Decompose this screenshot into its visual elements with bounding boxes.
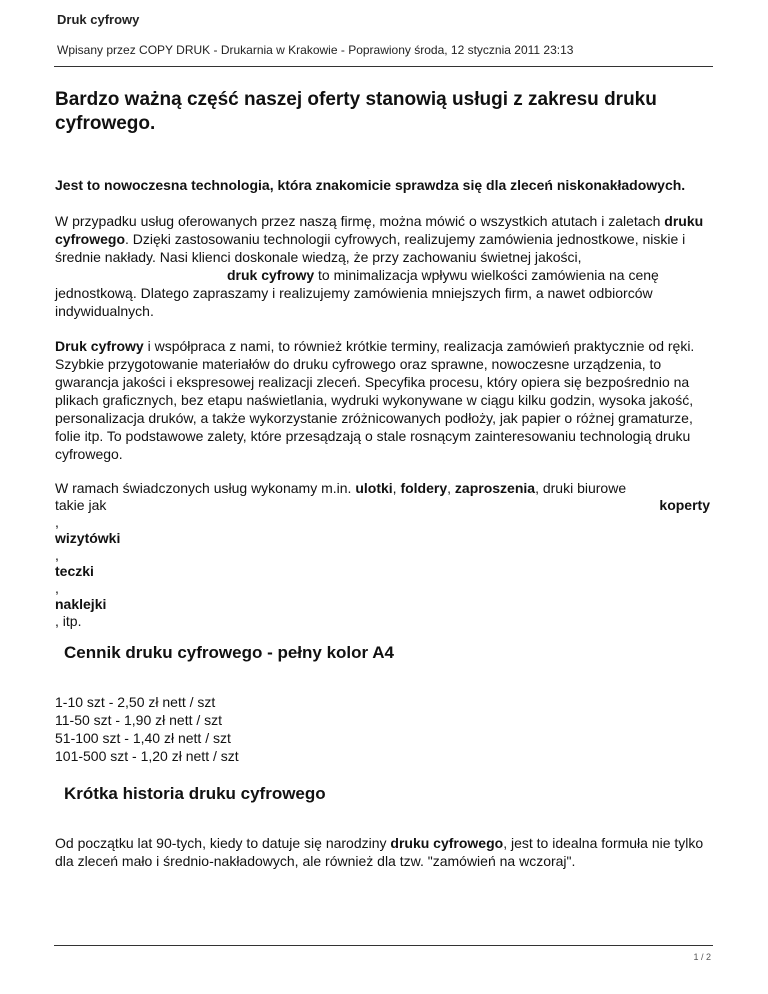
- separator: ,: [392, 480, 401, 496]
- text: takie jak: [55, 497, 107, 513]
- service-koperty: koperty: [659, 497, 710, 513]
- separator: ,: [55, 547, 59, 563]
- keyword-druku-cyfrowego: druku cyfrowego: [390, 835, 504, 851]
- paragraph-services: [55, 480, 715, 630]
- text: , jest to idealna formuła nie tylko dla zleceń mało i średnio-nakładowych, ale również dla tzw. "zamówień na wczoraj".: [55, 835, 704, 869]
- footer-divider: [54, 945, 713, 946]
- price-item: 51-100 szt - 1,40 zł nett / szt: [55, 730, 231, 746]
- page-number: 1 / 2: [693, 952, 711, 962]
- service-ulotki: ulotki: [355, 480, 393, 496]
- keyword-druku-cyfrowego: druku cyfrowego: [55, 213, 704, 247]
- separator: ,: [55, 580, 59, 596]
- service-naklejki: naklejki: [55, 596, 107, 612]
- history-heading: Krótka historia druku cyfrowego: [64, 784, 326, 803]
- article-lead: Jest to nowoczesna technologia, która znakomicie sprawdza się dla zleceń niskonakładowych.: [55, 177, 686, 193]
- text: i współpraca z nami, to również krótkie terminy, realizacja zamówień praktycznie od ręki. Szybkie przygotowanie materiałów do druku cyfrowego oraz sprawne, nowoczesne urządzenia, to gwarancja jakości i ekspresowej realizacji zleceń. Specyfika procesu, który opiera się bezpośrednio na plikach graficznych, bez etapu naświetlania, wydruki wykonywane w ciągu kilku godzin, wysoka jakość, personalizacja druków, a także wykorzystanie zróżnicowanych podłoży, jak papier o różnej gramaturze, folie itp. To podstawowe zalety, które przesądzają o stale rosnącym zainteresowaniu technologią druku cyfrowego.: [55, 338, 695, 462]
- article-meta: Wpisany przez COPY DRUK - Drukarnia w Krakowie - Poprawiony środa, 12 stycznia 2011 23:13: [57, 43, 574, 57]
- pricing-heading: Cennik druku cyfrowego - pełny kolor A4: [64, 643, 394, 662]
- header-divider: [54, 66, 713, 67]
- keyword-druk-cyfrowy: Druk cyfrowy: [55, 338, 144, 354]
- page-title: Druk cyfrowy: [57, 12, 140, 27]
- service-teczki: teczki: [55, 563, 94, 579]
- service-wizytowki: wizytówki: [55, 530, 121, 546]
- text: Od początku lat 90-tych, kiedy to datuje się narodziny: [55, 835, 391, 851]
- keyword-druk-cyfrowy: druk cyfrowy: [227, 267, 315, 283]
- separator: ,: [447, 480, 455, 496]
- article-heading: Bardzo ważną część naszej oferty stanowią usługi z zakresu druku cyfrowego.: [55, 89, 657, 134]
- price-item: 1-10 szt - 2,50 zł nett / szt: [55, 694, 216, 710]
- service-zaproszenia: zaproszenia: [454, 480, 536, 496]
- text: to minimalizacja wpływu wielkości zamówienia na cenę jednostkową. Dlatego zapraszamy i realizujemy zamówienia mniejszych firm, a nawet odbiorców indywidualnych.: [55, 267, 659, 319]
- article-body: [55, 88, 715, 870]
- paragraph-history: [55, 834, 715, 870]
- text: . Dzięki zastosowaniu technologii cyfrowych, realizujemy zamówienia jednostkowe, niskie i średnie nakłady. Nasi klienci doskonale wiedzą, że przy zachowaniu świetnej jakości,: [55, 231, 686, 265]
- text: , druki biurowe: [535, 480, 627, 496]
- price-list: [55, 693, 715, 765]
- text: , itp.: [55, 613, 82, 629]
- separator: ,: [55, 514, 59, 530]
- price-item: 101-500 szt - 1,20 zł nett / szt: [55, 748, 239, 764]
- paragraph-advantages: [55, 337, 715, 463]
- price-item: 11-50 szt - 1,90 zł nett / szt: [55, 712, 223, 728]
- text: W ramach świadczonych usług wykonamy m.in.: [55, 480, 356, 496]
- service-foldery: foldery: [400, 480, 448, 496]
- paragraph-intro: [55, 212, 715, 320]
- text: W przypadku usług oferowanych przez naszą firmę, można mówić o wszystkich atutach i zaletach: [55, 213, 665, 229]
